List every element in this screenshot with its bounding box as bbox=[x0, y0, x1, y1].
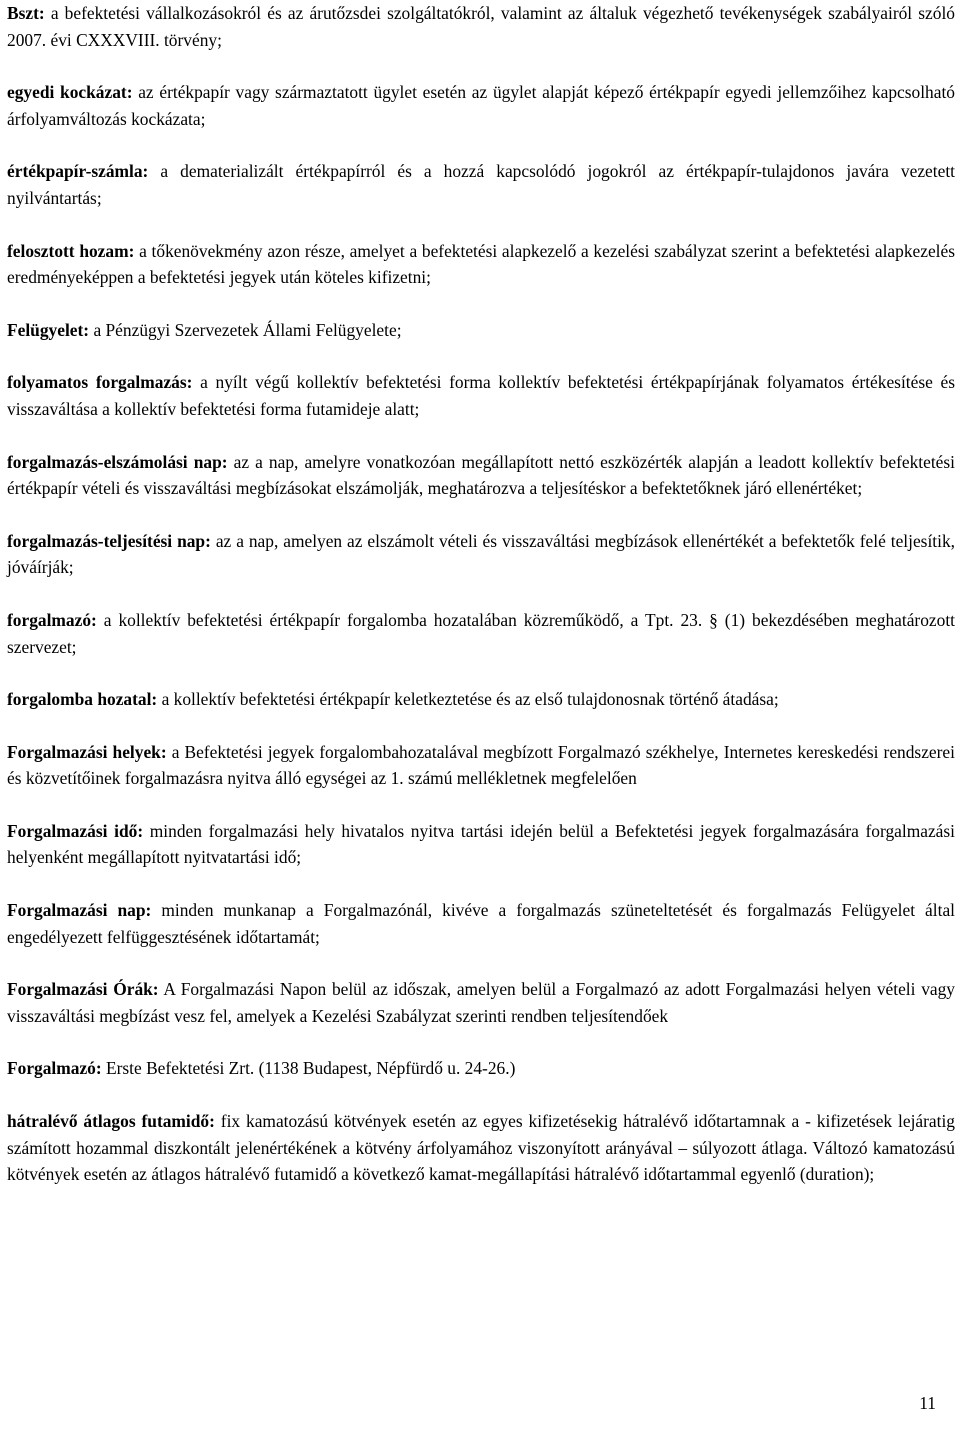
definition-text: a nyílt végű kollektív befektetési forma kollektív befektetési értékpapírjának folyamatos értékesítése és visszaváltása a kollektív befektetési forma futamideje alatt; bbox=[7, 372, 955, 419]
definition-paragraph bbox=[7, 897, 955, 950]
definition-text: az értékpapír vagy származtatott ügylet esetén az ügylet alapját képező értékpapír egyedi jellemzőihez kapcsolható árfolyamváltozás kockázata; bbox=[7, 82, 955, 129]
definition-term: Forgalmazó: bbox=[7, 1058, 102, 1079]
definition-text: a tőkenövekmény azon része, amelyet a befektetési alapkezelő a kezelési szabályzat szerint a befektetési alapkezelés eredményeképpen a befektetési jegyek után köteles kifizetni; bbox=[7, 240, 955, 288]
definition-paragraph bbox=[7, 739, 955, 792]
definition-paragraph bbox=[7, 449, 955, 502]
definition-term: forgalmazás-elszámolási nap: bbox=[7, 451, 228, 472]
definition-text: az a nap, amelyre vonatkozóan megállapított nettó eszközérték alapján a leadott kollektív befektetési értékpapír vételi és visszaváltási megbízásokat elszámolják, meghatározva a teljesítéskor a befektetőknek járó ellenértéket; bbox=[7, 451, 955, 499]
definition-paragraph bbox=[7, 0, 955, 53]
definition-paragraph bbox=[7, 1108, 955, 1188]
definition-paragraph bbox=[7, 369, 955, 422]
definition-term: értékpapír-számla: bbox=[7, 161, 149, 182]
definition-paragraph bbox=[7, 528, 955, 581]
definition-term: forgalomba hozatal: bbox=[7, 689, 158, 710]
definition-term: Forgalmazási idő: bbox=[7, 820, 144, 841]
definition-paragraph bbox=[7, 79, 955, 132]
definition-term: Forgalmazási nap: bbox=[7, 900, 152, 921]
definition-text: a kollektív befektetési értékpapír keletkeztetése és az első tulajdonosnak történő átadása; bbox=[157, 689, 779, 710]
page-number: 11 bbox=[919, 1393, 936, 1413]
definition-term: Forgalmazási Órák: bbox=[7, 979, 159, 1000]
definition-text: A Forgalmazási Napon belül az időszak, amelyen belül a Forgalmazó az adott Forgalmazási helyen vételi vagy visszaváltási megbízást vesz fel, amelyek a Kezelési Szabályzat szerinti rendben teljesítendőek bbox=[7, 979, 955, 1026]
definition-paragraph bbox=[7, 686, 955, 713]
definition-text: a dematerializált értékpapírról és a hozzá kapcsolódó jogokról az értékpapír-tulajdonos javára vezetett nyilvántartás; bbox=[7, 161, 955, 208]
definition-paragraph bbox=[7, 976, 955, 1029]
definition-paragraph bbox=[7, 317, 955, 344]
definition-term: Forgalmazási helyek: bbox=[7, 741, 167, 762]
definition-term: hátralévő átlagos futamidő: bbox=[7, 1111, 215, 1132]
definition-text: minden forgalmazási hely hivatalos nyitva tartási idején belül a Befektetési jegyek forgalmazására forgalmazási helyenként megállapított nyitvatartási idő; bbox=[7, 820, 955, 868]
definition-text: az a nap, amelyen az elszámolt vételi és visszaváltási megbízások ellenértékét a befektetők felé teljesítik, jóváírják; bbox=[7, 530, 955, 578]
definition-term: Felügyelet: bbox=[7, 319, 90, 340]
definition-paragraph bbox=[7, 1055, 955, 1082]
definition-text: Erste Befektetési Zrt. (1138 Budapest, Népfürdő u. 24-26.) bbox=[101, 1058, 516, 1079]
definition-term: folyamatos forgalmazás: bbox=[7, 372, 193, 393]
definition-text: a kollektív befektetési értékpapír forgalomba hozatalában közreműködő, a Tpt. 23. § (1) bekezdésében meghatározott szervezet; bbox=[7, 609, 955, 657]
definition-paragraph bbox=[7, 238, 955, 291]
definition-term: egyedi kockázat: bbox=[7, 82, 133, 103]
definition-paragraph bbox=[7, 158, 955, 211]
definition-paragraph bbox=[7, 607, 955, 660]
definition-term: Bszt: bbox=[7, 3, 45, 23]
definition-text: minden munkanap a Forgalmazónál, kivéve a forgalmazás szüneteltetését és forgalmazás Felügyelet által engedélyezett felfüggesztésének időtartamát; bbox=[7, 900, 955, 947]
definition-text: a befektetési vállalkozásokról és az árutőzsdei szolgáltatókról, valamint az általuk végezhető tevékenységek szabályairól szóló 2007. évi CXXXVIII. törvény; bbox=[7, 3, 955, 50]
definition-term: felosztott hozam: bbox=[7, 240, 135, 261]
definition-term: forgalmazás-teljesítési nap: bbox=[7, 530, 211, 551]
definition-text: a Pénzügyi Szervezetek Állami Felügyelete; bbox=[89, 319, 402, 340]
document-page bbox=[7, 0, 955, 1214]
definition-term: forgalmazó: bbox=[7, 609, 97, 630]
definition-paragraph bbox=[7, 818, 955, 871]
definition-text: a Befektetési jegyek forgalombahozatalával megbízott Forgalmazó székhelye, Internetes kereskedési rendszerei és közvetítőinek forgalmazásra nyitva álló egységei az 1. számú mellékletnek megfelelően bbox=[7, 741, 955, 789]
definition-text: fix kamatozású kötvények esetén az egyes kifizetésekig hátralévő időtartamnak a - kifizetések lejáratig számított hozammal diszkontált jelenértékének a kötvény árfolyamához viszonyított arányával – súlyozott átlaga. Változó kamatozású kötvények esetén az átlagos hátralévő futamidő a következő kamat-megállapítási hátralévő időtartammal egyenlő (duration); bbox=[7, 1111, 955, 1185]
